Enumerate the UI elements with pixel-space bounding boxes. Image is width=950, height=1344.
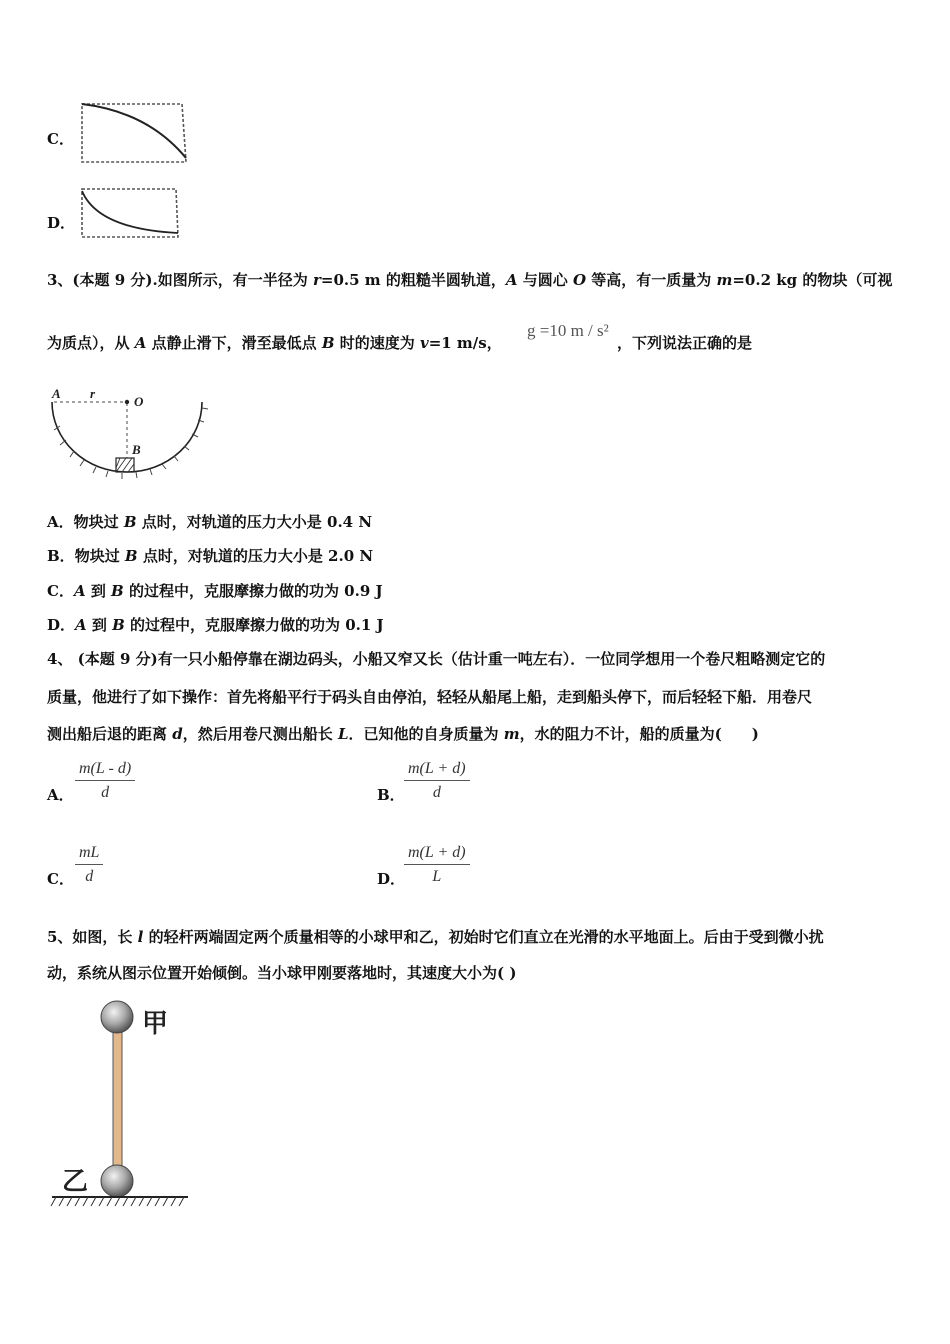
q3-track-figure bbox=[42, 384, 214, 482]
q4-option-b-fraction: $\frac{m(L + d)}{d}$ bbox=[404, 760, 470, 802]
q3-text-line2: 为质点），从 A 点静止滑下，滑至最低点 B 时的速度为 v=1 m/s， bbox=[47, 334, 502, 352]
q4-text-line1: 4、 (本题 9 分)有一只小船停靠在湖边码头，小船又窄又长（估计重一吨左右）．一位同学想用一个卷尺粗略测定它的 bbox=[47, 650, 826, 668]
option-d-label: D． bbox=[47, 214, 76, 232]
q4-option-a-fraction: $\frac{m(L - d)}{d}$ bbox=[75, 760, 135, 802]
ball-jia-label: 甲 bbox=[142, 1009, 169, 1039]
q5-rod-figure bbox=[48, 998, 193, 1216]
q4-text-line2: 质量，他进行了如下操作：首先将船平行于码头自由停泊，轻轻从船尾上船，走到船头停下，而后轻轻下船．用卷尺 bbox=[47, 688, 813, 706]
q4-option-a-label: A． bbox=[47, 786, 74, 804]
figure-label-r: r bbox=[90, 386, 96, 401]
option-c-graph bbox=[78, 100, 190, 166]
q5-text-line1: 5、如图，长 l 的轻杆两端固定两个质量相等的小球甲和乙，初始时它们直立在光滑的水平地面上。后由于受到微小扰 bbox=[47, 928, 824, 946]
gravity-formula: g =10 m / s² bbox=[527, 321, 609, 340]
q3-text-line2-end: ，下列说法正确的是 bbox=[617, 334, 753, 352]
q3-option-d: D．A 到 B 的过程中，克服摩擦力做的功为 0.1 J bbox=[47, 616, 384, 634]
q4-option-c-label: C． bbox=[47, 870, 74, 888]
option-c-label: C． bbox=[47, 130, 74, 148]
figure-label-o: O bbox=[134, 394, 144, 409]
q3-option-a: A．物块过 B 点时，对轨道的压力大小是 0.4 N bbox=[47, 513, 373, 531]
q4-option-d-label: D． bbox=[377, 870, 406, 888]
option-d-graph bbox=[78, 185, 182, 243]
q4-text-line3: 测出船后退的距离 d，然后用卷尺测出船长 L．已知他的自身质量为 m，水的阻力不计，船的质量为( ) bbox=[47, 725, 759, 743]
q3-option-b: B．物块过 B 点时，对轨道的压力大小是 2.0 N bbox=[47, 547, 374, 565]
q5-text-line2: 动，系统从图示位置开始倾倒。当小球甲刚要落地时，其速度大小为( ) bbox=[47, 964, 517, 982]
q4-option-d-fraction: $\frac{m(L + d)}{L}$ bbox=[404, 844, 470, 886]
q3-text-line1: 3、(本题 9 分).如图所示，有一半径为 r=0.5 m 的粗糙半圆轨道，A 与圆心 O 等高，有一质量为 m=0.2 kg 的物块（可视 bbox=[47, 271, 893, 289]
q3-option-c: C．A 到 B 的过程中，克服摩擦力做的功为 0.9 J bbox=[47, 582, 383, 600]
figure-label-a: A bbox=[52, 386, 61, 401]
q4-option-b-label: B． bbox=[377, 786, 405, 804]
q4-option-c-fraction: $\frac{mL}{d}$ bbox=[75, 844, 103, 886]
ball-yi-label: 乙 bbox=[62, 1167, 89, 1197]
figure-label-b: B bbox=[132, 442, 141, 457]
